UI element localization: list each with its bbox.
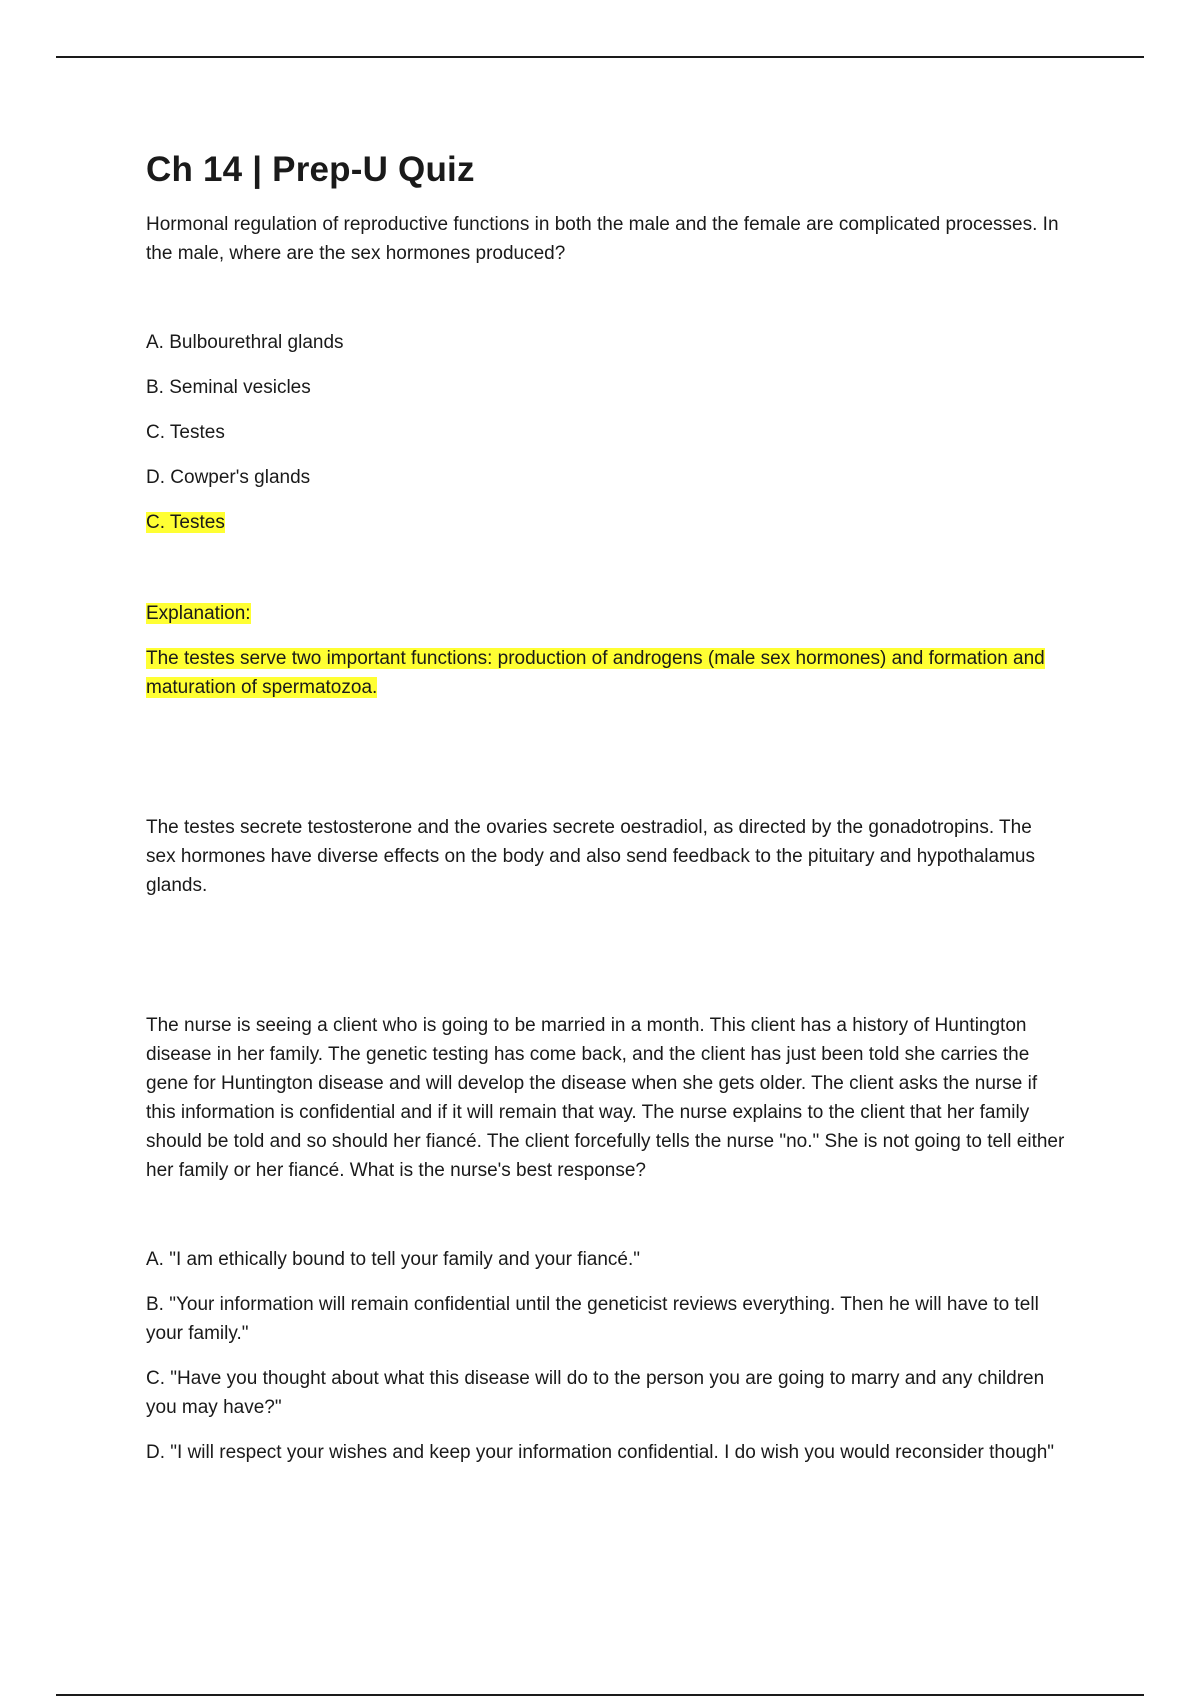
question-1-option-b: B. Seminal vesicles [146,377,311,398]
question-1-option-a: A. Bulbourethral glands [146,332,344,353]
question-1-option-c: C. Testes [146,422,225,443]
question-1-options [146,328,1066,492]
question-2-option-b: B. "Your information will remain confidential until the geneticist reviews everything. Then he will have to tell your family." [146,1294,1039,1344]
explanation-label-highlight: Explanation: [146,603,251,624]
question-2-options [146,1245,1066,1467]
header-rule [56,56,1144,58]
question-2-text: The nurse is seeing a client who is going to be married in a month. This client has a history of Huntington disease in her family. The genetic testing has come back, and the client has just been told she carries the gene for Huntington disease and will develop the disease when she gets older. The client asks the nurse if this information is confidential and if it will remain that way. The nurse explains to the client that her family should be told and so should her fiancé. The client forcefully tells the nurse "no." She is not going to tell either her family or her fiancé. What is the nurse's best response? [146,1015,1065,1181]
question-2-option-d: D. "I will respect your wishes and keep your information confidential. I do wish you would reconsider though" [146,1442,1055,1463]
question-1-answer [146,508,1066,537]
question-1-option-d: D. Cowper's glands [146,467,311,488]
hormone-note: The testes secrete testosterone and the ovaries secrete oestradiol, as directed by the gonadotropins. The sex hormones have diverse effects on the body and also send feedback to the pituitary and hypothalamus glands. [146,817,1035,896]
question-2-option-c: C. "Have you thought about what this disease will do to the person you are going to marry and any children you may have?" [146,1368,1045,1418]
footer-rule [56,1694,1144,1696]
document-body [146,146,1066,1467]
explanation-text-highlight: The testes serve two important functions: production of androgens (male sex hormones) and formation and maturation of spermatozoa. [146,648,1045,698]
explanation-text [146,644,1066,702]
answer-highlight: C. Testes [146,512,225,533]
explanation-label [146,599,1066,628]
page-title: Ch 14 | Prep-U Quiz [146,150,475,189]
question-1-text: Hormonal regulation of reproductive functions in both the male and the female are complicated processes. In the male, where are the sex hormones produced? [146,214,1059,264]
question-2-option-a: A. "I am ethically bound to tell your family and your fiancé." [146,1249,641,1270]
